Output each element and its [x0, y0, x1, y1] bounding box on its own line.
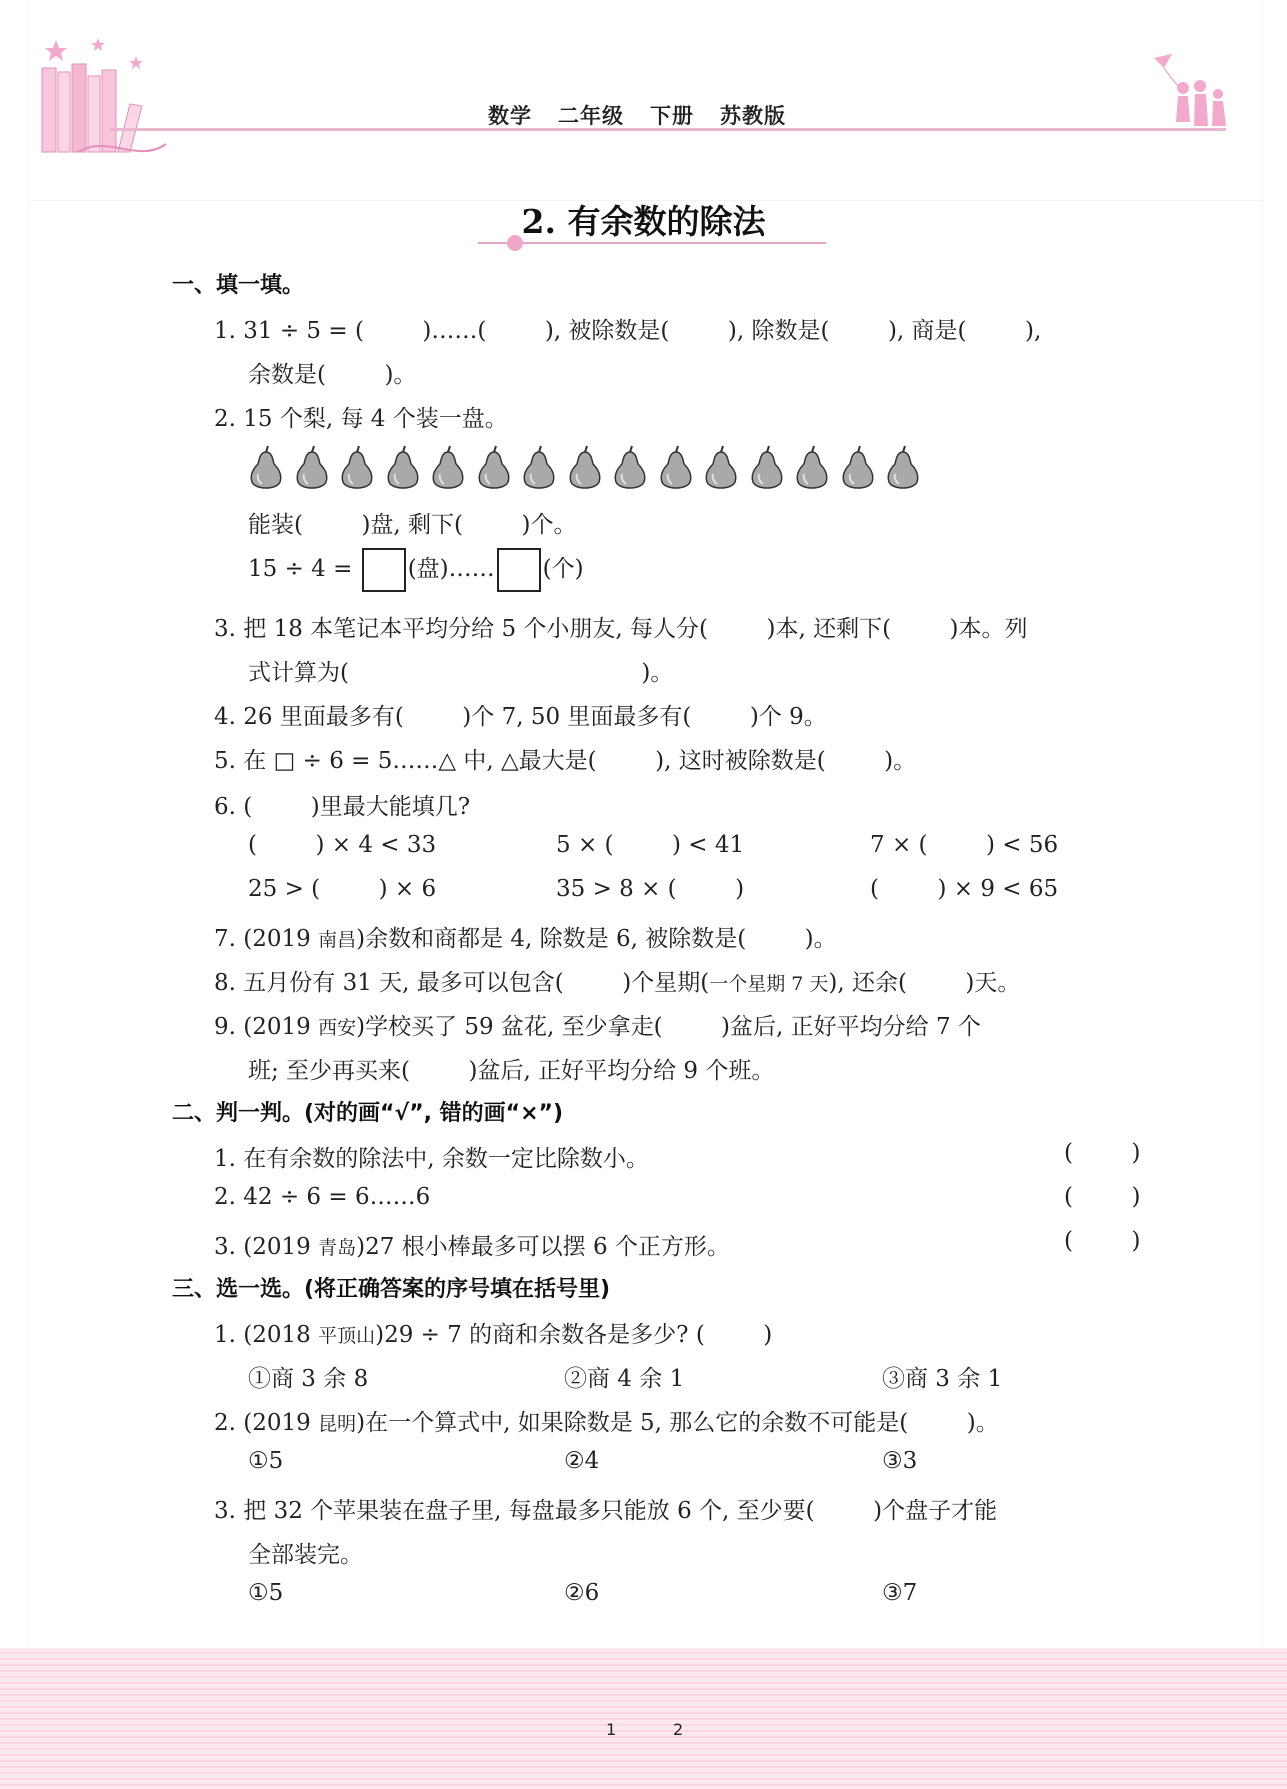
pear-icon [337, 444, 377, 492]
pear-icon [883, 444, 923, 492]
equation-prefix: 15 ÷ 4 = [248, 556, 360, 582]
source-city: 青岛 [318, 1237, 357, 1259]
question-6-item: 7 × ( ) < 56 [870, 832, 1059, 858]
question-8-text: ), 还余( )天。 [828, 970, 1021, 996]
judge-answer-3[interactable]: ( ) [1064, 1228, 1141, 1254]
subject-label: 数学 [488, 103, 532, 128]
question-5: 5. 在 □ ÷ 6 = 5……△ 中, △最大是( ), 这时被除数是( )。 [214, 748, 917, 774]
judge-item-2: 2. 42 ÷ 6 = 6……6 [214, 1184, 431, 1210]
judge-answer-2[interactable]: ( ) [1064, 1184, 1141, 1210]
footer-band [0, 1648, 1287, 1789]
pear-icon [428, 444, 468, 492]
choice-option[interactable]: ②4 [564, 1448, 600, 1474]
judge-item-3-prefix: 3. (2019 [214, 1234, 319, 1260]
question-1-line-2: 余数是( )。 [248, 362, 417, 388]
source-city: 平顶山 [318, 1325, 376, 1347]
grade-label: 二年级 [558, 103, 624, 128]
pear-icon [656, 444, 696, 492]
question-7 [214, 920, 837, 953]
question-2-line-2: 能装( )盘, 剩下( )个。 [248, 512, 577, 538]
question-8-prefix: 8. 五月份有 31 天, 最多可以包含( )个星期( [214, 970, 710, 996]
judge-item-3 [214, 1228, 730, 1261]
question-6-item: ( ) × 9 < 65 [870, 876, 1059, 902]
question-6: 6. ( )里最大能填几? [214, 794, 471, 820]
pear-icon [701, 444, 741, 492]
pear-icon [519, 444, 559, 492]
volume-label: 下册 [650, 103, 694, 128]
question-7-text: )余数和商都是 4, 除数是 6, 被除数是( )。 [356, 926, 837, 952]
choice-question-3-line-1: 3. 把 32 个苹果装在盘子里, 每盘最多只能放 6 个, 至少要( )个盘子才能 [214, 1498, 998, 1524]
choice-1-text: )29 ÷ 7 的商和余数各是多少? ( ) [375, 1322, 773, 1348]
books-logo-icon [38, 34, 168, 154]
page-edge-left [28, 0, 29, 1789]
page-edge-right [1262, 0, 1263, 1789]
choice-question-2 [214, 1404, 999, 1437]
pear-icon [383, 444, 423, 492]
book-info [488, 100, 812, 130]
choice-2-prefix: 2. (2019 [214, 1410, 319, 1436]
question-7-prefix: 7. (2019 [214, 926, 319, 952]
pear-icon [792, 444, 832, 492]
title-dot-icon [507, 235, 523, 251]
choice-option[interactable]: ③商 3 余 1 [882, 1366, 1003, 1392]
section2-heading: 二、判一判。(对的画“√”, 错的画“×”) [172, 1101, 564, 1126]
question-8 [214, 964, 1020, 997]
answer-box-remainder[interactable] [497, 548, 541, 592]
choice-option[interactable]: ①5 [248, 1448, 284, 1474]
section3-heading: 三、选一选。(将正确答案的序号填在括号里) [172, 1277, 611, 1302]
question-6-item: ( ) × 4 < 33 [248, 832, 437, 858]
judge-item-1: 1. 在有余数的除法中, 余数一定比除数小。 [214, 1146, 649, 1172]
question-6-item: 5 × ( ) < 41 [556, 832, 745, 858]
pear-icon [246, 444, 286, 492]
question-1-line-1: 1. 31 ÷ 5 = ( )……( ), 被除数是( ), 除数是( ), 商是( ), [214, 318, 1042, 344]
choice-question-1 [214, 1316, 772, 1349]
equation-middle: (盘)…… [407, 556, 495, 582]
question-6-item: 35 > 8 × ( ) [556, 876, 745, 902]
question-9-line-2: 班; 至少再买来( )盆后, 正好平均分给 9 个班。 [248, 1058, 775, 1084]
source-city: 南昌 [318, 929, 357, 951]
choice-option[interactable]: ①5 [248, 1580, 284, 1606]
children-kite-icon [1150, 52, 1230, 132]
choice-1-prefix: 1. (2018 [214, 1322, 319, 1348]
choice-option[interactable]: ①商 3 余 8 [248, 1366, 369, 1392]
source-city: 西安 [318, 1017, 357, 1039]
choice-option[interactable]: ③3 [882, 1448, 918, 1474]
question-3-line-2: 式计算为( )。 [248, 660, 674, 686]
question-9-line-1 [214, 1008, 981, 1041]
question-6-item: 25 > ( ) × 6 [248, 876, 437, 902]
answer-box-plates[interactable] [362, 548, 406, 592]
question-3-line-1: 3. 把 18 本笔记本平均分给 5 个小朋友, 每人分( )本, 还剩下( )本。列 [214, 616, 1028, 642]
pear-icon [610, 444, 650, 492]
choice-question-3-line-2: 全部装完。 [248, 1542, 363, 1568]
question-9-text: )学校买了 59 盆花, 至少拿走( )盆后, 正好平均分给 7 个 [356, 1014, 981, 1040]
choice-2-text: )在一个算式中, 如果除数是 5, 那么它的余数不可能是( )。 [356, 1410, 999, 1436]
pear-icon [565, 444, 605, 492]
pear-icon [474, 444, 514, 492]
pear-icon [292, 444, 332, 492]
choice-option[interactable]: ②6 [564, 1580, 600, 1606]
judge-answer-1[interactable]: ( ) [1064, 1140, 1141, 1166]
page-number-left: 1 [606, 1720, 617, 1739]
question-2-equation [248, 548, 584, 592]
question-8-note: 一个星期 7 天 [709, 973, 829, 995]
edition-label: 苏教版 [720, 103, 786, 128]
question-2-line-1: 2. 15 个梨, 每 4 个装一盘。 [214, 406, 508, 432]
page-title: 2. 有余数的除法 [521, 202, 766, 241]
page-number-right: 2 [673, 1720, 684, 1739]
section1-heading: 一、填一填。 [172, 273, 305, 298]
choice-option[interactable]: ②商 4 余 1 [564, 1366, 685, 1392]
source-city: 昆明 [318, 1413, 357, 1435]
pear-icon [838, 444, 878, 492]
question-9-prefix: 9. (2019 [214, 1014, 319, 1040]
question-4: 4. 26 里面最多有( )个 7, 50 里面最多有( )个 9。 [214, 704, 827, 730]
title-underline [478, 242, 826, 244]
pear-icon [747, 444, 787, 492]
choice-option[interactable]: ③7 [882, 1580, 918, 1606]
judge-item-3-text: )27 根小棒最多可以摆 6 个正方形。 [356, 1234, 730, 1260]
equation-suffix: (个) [542, 556, 584, 582]
